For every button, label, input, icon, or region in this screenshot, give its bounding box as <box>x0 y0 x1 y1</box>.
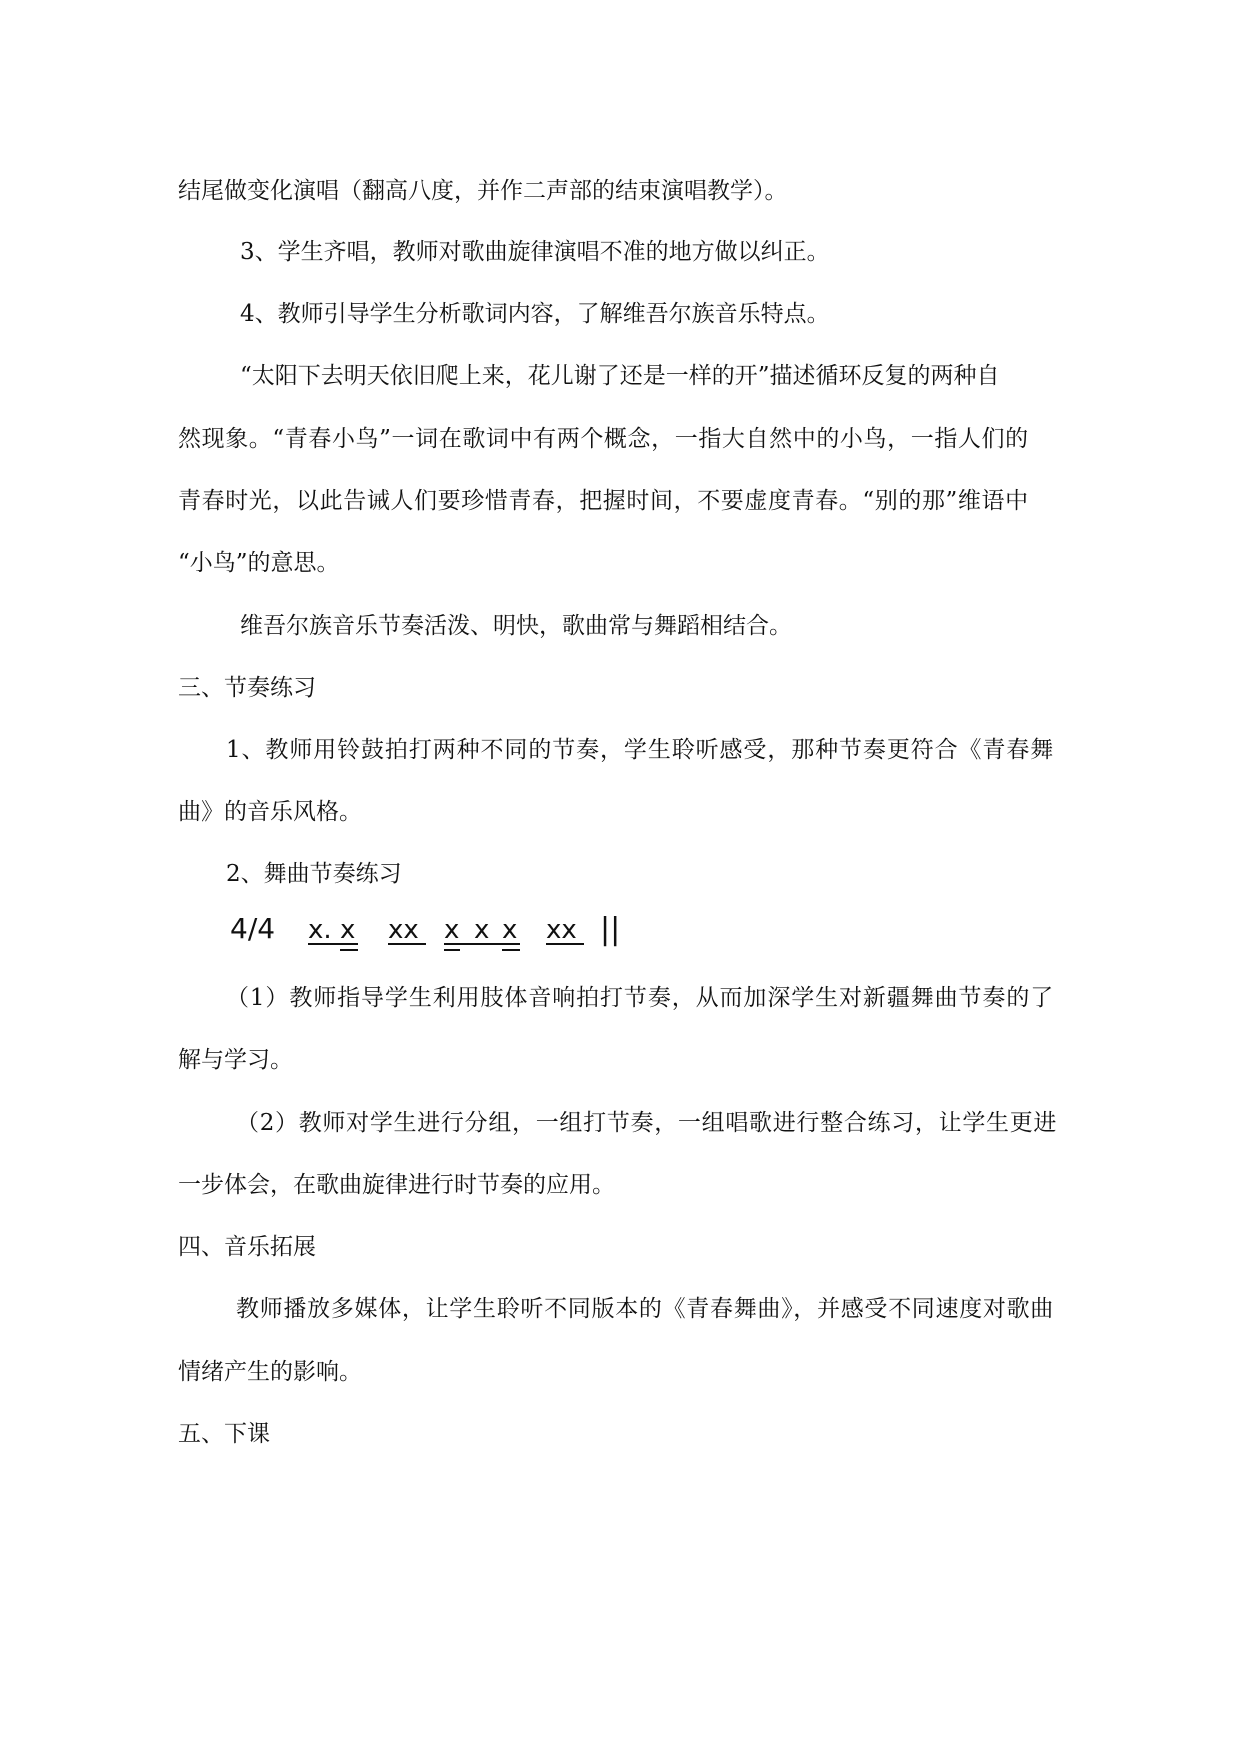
paragraph-line <box>240 361 1086 391</box>
paragraph-line: 教师播放多媒体，让学生聆听不同版本的《青春舞曲》，并感受不同速度对歌曲 <box>236 1296 1054 1322</box>
final-barline: || <box>600 912 621 947</box>
paragraph-line: 情绪产生的影响。 <box>178 1359 362 1385</box>
line-text: “太阳下去明天依旧爬上来，花儿谢了还是一样的开”描述循环反复的两种自 <box>240 363 1000 389</box>
paragraph-line: 3、学生齐唱，教师对歌曲旋律演唱不准的地方做以纠正。 <box>240 239 830 265</box>
rhythm-notation <box>230 906 650 956</box>
section-heading: 四、音乐拓展 <box>178 1234 316 1260</box>
rhythm-note: x <box>444 915 460 945</box>
paragraph-line: 解与学习。 <box>178 1047 293 1073</box>
paragraph-line: （2）教师对学生进行分组，一组打节奏，一组唱歌进行整合练习，让学生更进 <box>236 1110 1058 1136</box>
section-heading: 五、下课 <box>178 1421 270 1447</box>
paragraph-line: 1、教师用铃鼓拍打两种不同的节奏，学生聆听感受，那种节奏更符合《青春舞 <box>226 737 1055 763</box>
rhythm-note: xx <box>388 915 419 945</box>
paragraph-line: 4、教师引导学生分析歌词内容，了解维吾尔族音乐特点。 <box>240 301 830 327</box>
time-signature: 4/4 <box>230 912 276 945</box>
paragraph-line: 青春时光，以此告诫人们要珍惜青春，把握时间，不要虚度青春。“别的那”维语中 <box>178 488 1029 514</box>
paragraph-line: （1）教师指导学生利用肢体音响拍打节奏，从而加深学生对新疆舞曲节奏的了 <box>226 985 1055 1011</box>
rhythm-note: x. <box>308 915 332 945</box>
paragraph-line: “小鸟”的意思。 <box>178 550 340 576</box>
paragraph-line: 维吾尔族音乐节奏活泼、明快，歌曲常与舞蹈相结合。 <box>240 613 792 639</box>
section-heading: 三、节奏练习 <box>178 675 316 701</box>
paragraph-line: 2、舞曲节奏练习 <box>226 861 402 887</box>
rhythm-note: x <box>502 915 518 945</box>
rhythm-note: x <box>474 915 490 945</box>
paragraph-line: 然现象。“青春小鸟”一词在歌词中有两个概念，一指大自然中的小鸟，一指人们的 <box>178 426 1029 452</box>
rhythm-note: xx <box>546 915 577 945</box>
paragraph-line: 结尾做变化演唱（翻高八度，并作二声部的结束演唱教学）。 <box>178 178 788 204</box>
paragraph-line: 一步体会，在歌曲旋律进行时节奏的应用。 <box>178 1172 615 1198</box>
rhythm-note: x <box>340 915 356 945</box>
paragraph-line: 曲》的音乐风格。 <box>178 799 362 825</box>
